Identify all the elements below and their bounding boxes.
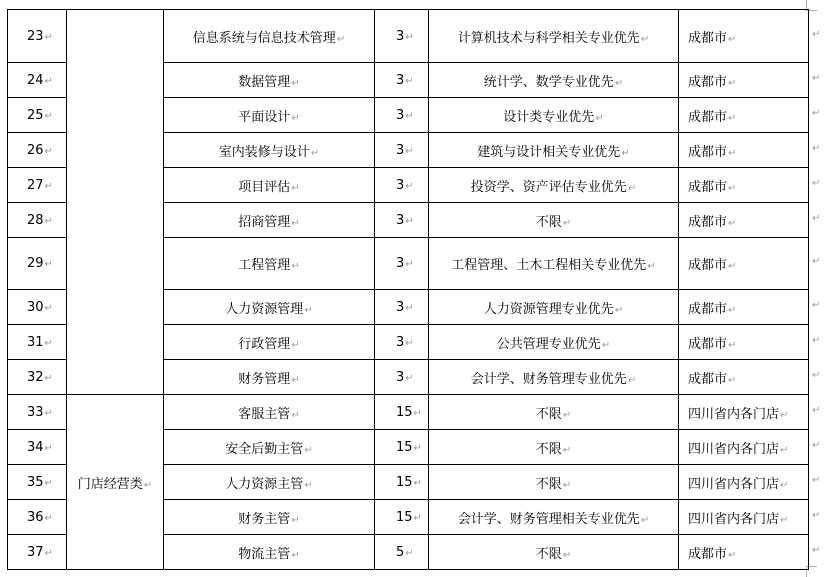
row-number-cell-text: 31	[27, 334, 44, 350]
location-cell-text: 成都市	[688, 546, 728, 562]
position-cell	[164, 98, 375, 133]
paragraph-mark-icon: ↵	[614, 77, 624, 89]
location-cell	[679, 360, 809, 395]
paragraph-mark-icon: ↵	[405, 215, 414, 227]
paragraph-mark-icon: ↵	[44, 145, 53, 157]
row-number-cell	[8, 395, 67, 430]
row-number-cell-text: 29	[27, 256, 44, 271]
row-number-cell-text: 30	[27, 299, 44, 315]
position-cell	[164, 290, 375, 325]
paragraph-mark-icon: ↵	[291, 514, 300, 526]
row-number-cell-text: 35	[27, 474, 44, 490]
paragraph-mark-icon: ↵	[562, 549, 572, 561]
paragraph-mark-icon: ↵	[728, 147, 737, 159]
row-number-cell-text: 25	[27, 107, 44, 123]
headcount-cell-text: 3	[396, 28, 405, 44]
position-cell-text: 物流主管	[238, 546, 291, 562]
paragraph-mark-icon: ↵	[562, 444, 572, 456]
paragraph-mark-icon: ↵	[640, 33, 650, 45]
paragraph-mark-icon: ↵	[44, 75, 53, 87]
paragraph-mark-icon: ↵	[304, 479, 313, 491]
paragraph-mark-icon: ↵	[291, 217, 300, 229]
row-number-cell-text: 27	[27, 177, 44, 193]
position-cell-text: 人力资源管理	[225, 301, 304, 317]
position-cell	[164, 360, 375, 395]
requirement-cell-text: 会计学、财务管理相关专业优先	[457, 511, 640, 527]
paragraph-mark-icon: ↵	[413, 407, 422, 419]
paragraph-mark-icon: ↵	[621, 147, 630, 159]
requirement-cell-text: 工程管理、土木工程相关专业优先	[451, 258, 647, 273]
end-of-row-mark-icon: ↵	[812, 299, 821, 311]
headcount-cell	[375, 168, 429, 203]
paragraph-mark-icon: ↵	[291, 261, 300, 272]
job-positions-table	[7, 9, 809, 570]
paragraph-mark-icon: ↵	[405, 75, 414, 87]
paragraph-mark-icon: ↵	[44, 442, 53, 454]
location-cell	[679, 203, 809, 238]
location-cell-text: 成都市	[688, 144, 728, 160]
headcount-cell	[375, 465, 429, 500]
paragraph-mark-icon: ↵	[44, 337, 53, 349]
position-cell	[164, 465, 375, 500]
location-cell-text: 成都市	[688, 371, 728, 387]
row-number-cell	[8, 203, 67, 238]
headcount-cell	[375, 98, 429, 133]
position-cell-text: 数据管理	[238, 74, 291, 90]
requirement-cell	[429, 203, 679, 238]
paragraph-mark-icon: ↵	[627, 182, 637, 194]
headcount-cell	[375, 535, 429, 570]
location-cell-text: 四川省内各门店	[688, 476, 780, 492]
requirement-cell	[429, 430, 679, 465]
paragraph-mark-icon: ↵	[562, 479, 572, 491]
paragraph-mark-icon: ↵	[405, 31, 414, 43]
requirement-cell	[429, 238, 679, 290]
headcount-cell	[375, 395, 429, 430]
headcount-cell	[375, 133, 429, 168]
paragraph-mark-icon: ↵	[44, 180, 53, 192]
paragraph-mark-icon: ↵	[44, 110, 53, 122]
paragraph-mark-icon: ↵	[647, 261, 656, 272]
paragraph-mark-icon: ↵	[728, 549, 737, 561]
row-number-cell	[8, 535, 67, 570]
row-number-cell	[8, 238, 67, 290]
location-cell-text: 成都市	[688, 109, 728, 125]
paragraph-mark-icon: ↵	[780, 444, 789, 456]
paragraph-mark-icon: ↵	[728, 182, 737, 194]
headcount-cell-text: 3	[396, 299, 405, 315]
paragraph-mark-icon: ↵	[291, 77, 300, 89]
category-cell-blank	[67, 10, 164, 395]
paragraph-mark-icon: ↵	[405, 302, 414, 314]
paragraph-mark-icon: ↵	[291, 182, 300, 194]
requirement-cell-text: 不限	[535, 546, 562, 562]
paragraph-mark-icon: ↵	[728, 112, 737, 124]
position-cell-text: 行政管理	[238, 336, 291, 352]
requirement-cell-text: 投资学、资产评估专业优先	[470, 179, 627, 195]
requirement-cell-text: 设计类专业优先	[503, 109, 595, 125]
paragraph-mark-icon: ↵	[627, 374, 637, 386]
location-cell	[679, 238, 809, 290]
requirement-cell-text: 计算机技术与科学相关专业优先	[457, 30, 640, 46]
row-number-cell-text: 23	[27, 28, 44, 44]
row-number-cell	[8, 63, 67, 98]
category-cell	[67, 395, 164, 570]
paragraph-mark-icon: ↵	[44, 477, 53, 489]
end-of-row-mark-icon: ↵	[812, 142, 821, 154]
paragraph-mark-icon: ↵	[291, 549, 300, 561]
paragraph-mark-icon: ↵	[143, 479, 153, 491]
paragraph-mark-icon: ↵	[291, 409, 300, 421]
paragraph-mark-icon: ↵	[728, 374, 737, 386]
requirement-cell	[429, 133, 679, 168]
position-cell-text: 客服主管	[238, 406, 291, 422]
requirement-cell-text: 建筑与设计相关专业优先	[477, 144, 621, 160]
row-number-cell	[8, 133, 67, 168]
requirement-cell-text: 不限	[535, 214, 562, 230]
row-number-cell	[8, 10, 67, 63]
paragraph-mark-icon: ↵	[562, 217, 572, 229]
location-cell	[679, 63, 809, 98]
position-cell	[164, 535, 375, 570]
row-number-cell	[8, 360, 67, 395]
paragraph-mark-icon: ↵	[44, 215, 53, 227]
paragraph-mark-icon: ↵	[405, 337, 414, 349]
requirement-cell-text: 人力资源管理专业优先	[483, 301, 614, 317]
paragraph-mark-icon: ↵	[780, 479, 789, 491]
requirement-cell-text: 会计学、财务管理专业优先	[470, 371, 627, 387]
headcount-cell-text: 15	[396, 404, 413, 420]
row-number-cell	[8, 290, 67, 325]
paragraph-mark-icon: ↵	[780, 409, 789, 421]
requirement-cell	[429, 395, 679, 430]
headcount-cell-text: 3	[396, 369, 405, 385]
paragraph-mark-icon: ↵	[44, 407, 53, 419]
row-number-cell-text: 33	[27, 404, 44, 420]
requirement-cell	[429, 63, 679, 98]
paragraph-mark-icon: ↵	[304, 444, 313, 456]
headcount-cell	[375, 290, 429, 325]
location-cell-text: 成都市	[688, 30, 728, 46]
end-of-row-mark-icon: ↵	[812, 404, 821, 416]
paragraph-mark-icon: ↵	[44, 372, 53, 384]
paragraph-mark-icon: ↵	[405, 145, 414, 157]
location-cell	[679, 500, 809, 535]
paragraph-mark-icon: ↵	[728, 33, 737, 45]
table-row	[8, 395, 809, 430]
location-cell-text: 四川省内各门店	[688, 441, 780, 457]
requirement-cell-text: 不限	[535, 406, 562, 422]
position-cell	[164, 430, 375, 465]
requirement-cell-text: 不限	[535, 441, 562, 457]
headcount-cell-text: 15	[396, 474, 413, 490]
paragraph-mark-icon: ↵	[405, 180, 414, 192]
paragraph-mark-icon: ↵	[595, 112, 604, 124]
end-of-row-mark-icon: ↵	[812, 544, 821, 556]
paragraph-mark-icon: ↵	[728, 304, 737, 316]
position-cell	[164, 500, 375, 535]
requirement-cell	[429, 465, 679, 500]
requirement-cell	[429, 325, 679, 360]
requirement-cell	[429, 290, 679, 325]
headcount-cell-text: 3	[396, 72, 405, 88]
paragraph-mark-icon: ↵	[405, 372, 414, 384]
location-cell-text: 成都市	[688, 214, 728, 230]
paragraph-mark-icon: ↵	[728, 217, 737, 229]
end-of-row-mark-icon: ↵	[812, 509, 821, 521]
headcount-cell	[375, 325, 429, 360]
paragraph-mark-icon: ↵	[413, 477, 422, 489]
end-of-row-mark-icon: ↵	[812, 107, 821, 119]
end-of-row-mark-icon: ↵	[812, 369, 821, 381]
position-cell-text: 室内装修与设计	[218, 144, 310, 160]
row-number-cell	[8, 465, 67, 500]
location-cell-text: 成都市	[688, 258, 728, 273]
end-of-row-mark-icon: ↵	[812, 334, 821, 346]
location-cell-text: 成都市	[688, 336, 728, 352]
position-cell-text: 招商管理	[238, 214, 291, 230]
location-cell	[679, 430, 809, 465]
location-cell-text: 四川省内各门店	[688, 511, 780, 527]
position-cell	[164, 10, 375, 63]
headcount-cell-text: 3	[396, 177, 405, 193]
paragraph-mark-icon: ↵	[44, 547, 53, 559]
paragraph-mark-icon: ↵	[728, 77, 737, 89]
requirement-cell	[429, 535, 679, 570]
paragraph-mark-icon: ↵	[413, 442, 422, 454]
row-number-cell	[8, 168, 67, 203]
location-cell-text: 成都市	[688, 179, 728, 195]
paragraph-mark-icon: ↵	[336, 33, 346, 45]
location-cell	[679, 395, 809, 430]
paragraph-mark-icon: ↵	[44, 302, 53, 314]
paragraph-mark-icon: ↵	[291, 339, 300, 351]
position-cell	[164, 395, 375, 430]
table-row	[8, 10, 809, 63]
headcount-cell	[375, 10, 429, 63]
end-of-row-mark-icon: ↵	[812, 72, 821, 84]
end-of-row-mark-icon: ↵	[812, 439, 821, 451]
end-of-row-mark-icon: ↵	[812, 177, 821, 189]
paragraph-mark-icon: ↵	[728, 261, 737, 272]
headcount-cell-text: 5	[396, 544, 405, 560]
location-cell	[679, 535, 809, 570]
paragraph-mark-icon: ↵	[640, 514, 650, 526]
row-number-cell-text: 24	[27, 72, 44, 88]
position-cell	[164, 63, 375, 98]
headcount-cell	[375, 500, 429, 535]
position-cell-text: 财务主管	[238, 511, 291, 527]
headcount-cell	[375, 430, 429, 465]
row-number-cell	[8, 430, 67, 465]
paragraph-mark-icon: ↵	[304, 304, 313, 316]
requirement-cell-text: 统计学、数学专业优先	[483, 74, 614, 90]
position-cell	[164, 168, 375, 203]
position-cell	[164, 238, 375, 290]
headcount-cell-text: 3	[396, 212, 405, 228]
paragraph-mark-icon: ↵	[44, 259, 53, 270]
position-cell-text: 人力资源主管	[225, 476, 304, 492]
paragraph-mark-icon: ↵	[405, 547, 414, 559]
row-number-cell-text: 26	[27, 142, 44, 158]
paragraph-mark-icon: ↵	[780, 514, 789, 526]
requirement-cell	[429, 360, 679, 395]
position-cell-text: 财务管理	[238, 371, 291, 387]
location-cell	[679, 325, 809, 360]
headcount-cell	[375, 238, 429, 290]
headcount-cell-text: 3	[396, 107, 405, 123]
location-cell	[679, 465, 809, 500]
headcount-cell-text: 15	[396, 439, 413, 455]
position-cell-text: 工程管理	[238, 258, 291, 273]
requirement-cell-text: 公共管理专业优先	[496, 336, 601, 352]
paragraph-mark-icon: ↵	[44, 512, 53, 524]
headcount-cell	[375, 63, 429, 98]
position-cell	[164, 133, 375, 168]
paragraph-mark-icon: ↵	[310, 147, 320, 159]
paragraph-mark-icon: ↵	[405, 110, 414, 122]
paragraph-mark-icon: ↵	[291, 374, 300, 386]
requirement-cell	[429, 98, 679, 133]
headcount-cell-text: 3	[396, 142, 405, 158]
end-of-row-mark-icon: ↵	[812, 474, 821, 486]
row-number-cell	[8, 500, 67, 535]
headcount-cell-text: 15	[396, 509, 413, 525]
location-cell	[679, 98, 809, 133]
paragraph-mark-icon: ↵	[405, 259, 414, 270]
location-cell	[679, 133, 809, 168]
position-cell	[164, 203, 375, 238]
row-number-cell-text: 34	[27, 439, 44, 455]
requirement-cell	[429, 500, 679, 535]
end-of-row-mark-icon: ↵	[812, 256, 821, 267]
row-number-cell-text: 37	[27, 544, 44, 560]
paragraph-mark-icon: ↵	[614, 304, 624, 316]
requirement-cell	[429, 168, 679, 203]
headcount-cell-text: 3	[396, 256, 405, 271]
category-cell-text: 门店经营类	[77, 476, 143, 492]
requirement-cell-text: 不限	[535, 476, 562, 492]
location-cell-text: 成都市	[688, 74, 728, 90]
position-cell-text: 项目评估	[238, 179, 291, 195]
paragraph-mark-icon: ↵	[562, 409, 572, 421]
requirement-cell	[429, 10, 679, 63]
row-number-cell	[8, 98, 67, 133]
paragraph-mark-icon: ↵	[728, 339, 737, 351]
row-number-cell-text: 32	[27, 369, 44, 385]
paragraph-mark-icon: ↵	[601, 339, 611, 351]
row-number-cell-text: 28	[27, 212, 44, 228]
location-cell-text: 四川省内各门店	[688, 406, 780, 422]
row-number-cell-text: 36	[27, 509, 44, 525]
position-cell-text: 安全后勤主管	[225, 441, 304, 457]
paragraph-mark-icon: ↵	[44, 31, 53, 43]
position-cell-text: 信息系统与信息技术管理	[192, 30, 336, 46]
location-cell-text: 成都市	[688, 301, 728, 317]
paragraph-mark-icon: ↵	[413, 512, 422, 524]
end-of-row-mark-icon: ↵	[812, 212, 821, 224]
location-cell	[679, 10, 809, 63]
paragraph-mark-icon: ↵	[291, 112, 300, 124]
headcount-cell	[375, 360, 429, 395]
end-of-row-mark-icon: ↵	[812, 28, 821, 40]
headcount-cell-text: 3	[396, 334, 405, 350]
location-cell	[679, 168, 809, 203]
location-cell	[679, 290, 809, 325]
position-cell-text: 平面设计	[238, 109, 291, 125]
row-number-cell	[8, 325, 67, 360]
position-cell	[164, 325, 375, 360]
headcount-cell	[375, 203, 429, 238]
